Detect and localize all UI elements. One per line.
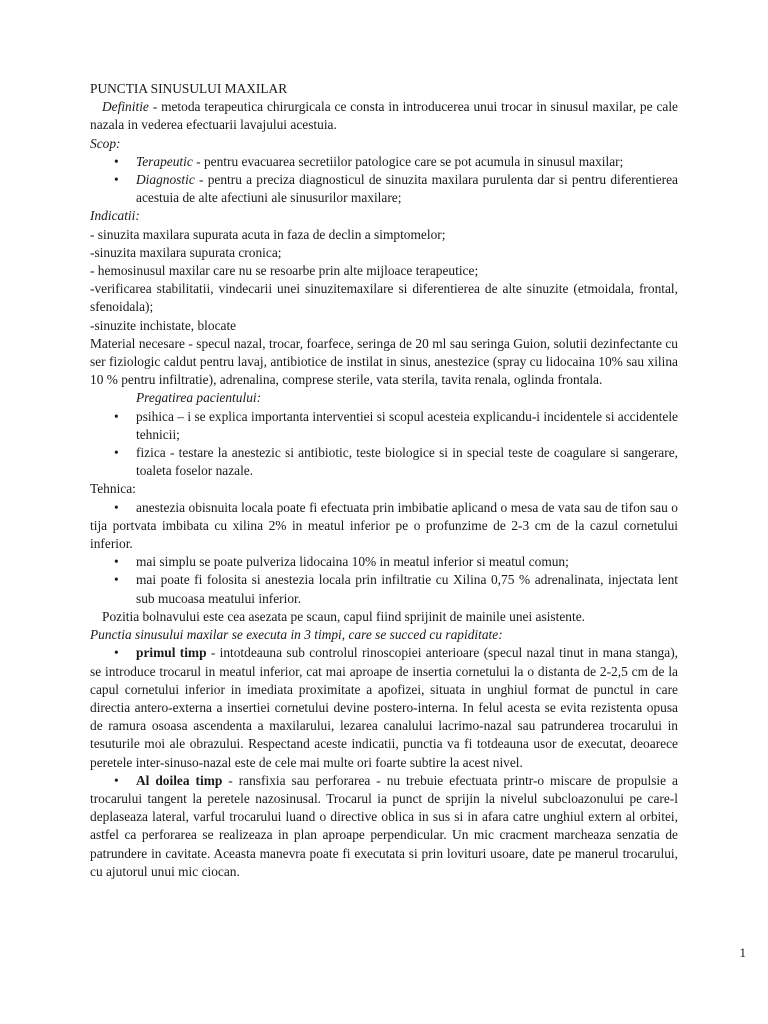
list-item: • primul timp - intotdeauna sub controlul rinoscopiei anterioare (specul nazal tinut in mana stanga), se introduce trocarul in meatul inferior, cat mai aproape de insertia cornetului la o distanta de 2-2,5 cm de la capul cornetului inferior in imediata proximitate a apofizei, situata in unghiul format de punctul in care directia antero-externa a insertiei cornetului devine postero-interna. In felul acesta se evita rezistenta opusa de ramura osoasa ascendenta a maxilarului, lezarea canalului lacrimo-nazal sau patrunderea trocarului in tesuturile moi ale obrazului. Respectand aceste indicatii, punctia va fi totdeauna usor de executat, deoarece peretele inter-sinuso-nazal este de cele mai multe ori foarte subtire la acest nivel. bbox=[90, 645, 679, 770]
page-number: 1 bbox=[739, 945, 746, 960]
definition-label: Definitie bbox=[102, 99, 149, 115]
scope-item-text: - pentru a preciza diagnosticul de sinuzita maxilara purulenta dar si pentru diferentierea acestuia de alte afectiuni ale sinusurilor maxilare; bbox=[136, 172, 678, 206]
indication-line: - sinuzita maxilara supurata acuta in faza de declin a simptomelor; bbox=[90, 226, 446, 242]
steps-list bbox=[90, 644, 678, 881]
scope-heading: Scop: bbox=[90, 135, 121, 151]
list-item: • Al doilea timp - ransfixia sau perforarea - nu trebuie efectuata printr-o miscare de propulsie a trocarului tangent la peretele nazosinusal. Trocarul ia punct de sprijin la nivelul subcloazonului pe care-l deplaseaza lateral, varful trocarului luand o directive oblica in sus si in afara catre unghiul extern al orbitei, astfel ca perforarea se realizeaza in plan aproape perpendicular. Un mic cracment marcheaza senzatia de patrundere in cavitate. Aceasta manevra poate fi executata si prin lovituri usoare, date pe manerul trocarului, cu ajutorul unui mic ciocan. bbox=[90, 772, 678, 879]
technique-item-text: mai simplu se poate pulveriza lidocaina 10% in meatul inferior si meatul comun; bbox=[136, 554, 569, 570]
definition-paragraph bbox=[90, 98, 678, 134]
step-text: - intotdeauna sub controlul rinoscopiei anterioare (specul nazal tinut in mana stanga), se introduce trocarul in meatul inferior, cat mai aproape de insertia cornetului la o distanta de 2-2,5 cm de la capul cornetului inferior in imediata proximitate a apofizei, situata in unghiul format de punctul in care directia antero-externa a insertiei cornetului devine postero-interna. In felul acesta se evita rezistenta opusa de ramura osoasa ascendenta a maxilarului, lezarea canalului lacrimo-nazal sau patrunderea trocarului in tesuturile moi ale obrazului. Respectand aceste indicatii, punctia va fi totdeauna usor de executat, deoarece peretele inter-sinuso-nazal este de cele mai multe ori foarte subtire la acest nivel. bbox=[90, 645, 679, 770]
list-item bbox=[90, 408, 678, 444]
indication-line: -sinuzita maxilara supurata cronica; bbox=[90, 244, 282, 260]
list-item bbox=[90, 444, 678, 480]
scope-item-text: - pentru evacuarea secretiilor patologice care se pot acumula in sinusul maxilar; bbox=[192, 153, 624, 169]
bullet-icon: • bbox=[114, 408, 119, 424]
preparation-heading: Pregatirea pacientului: bbox=[136, 390, 262, 406]
steps-intro: Punctia sinusului maxilar se executa in 3 timpi, care se succed cu rapiditate: bbox=[90, 627, 503, 643]
step-label: Al doilea timp bbox=[136, 772, 223, 788]
technique-heading: Tehnica: bbox=[90, 481, 136, 497]
bullet-icon: • bbox=[114, 153, 119, 169]
scope-item-label: Diagnostic bbox=[136, 172, 195, 188]
definition-text: - metoda terapeutica chirurgicala ce consta in introducerea unui trocar in sinusul maxilar, pe cale nazala in vederea efectuarii lavajului acestuia. bbox=[90, 99, 678, 133]
step-text: - ransfixia sau perforarea - nu trebuie efectuata printr-o miscare de propulsie a trocarului tangent la peretele nazosinusal. Trocarul ia punct de sprijin la nivelul subcloazonului pe care-l deplaseaza lateral, varful trocarului luand o directive oblica in sus si in afara catre unghiul extern al orbitei, astfel ca perforarea se realizeaza in plan aproape perpendicular. Un mic cracment marcheaza senzatia de patrundere in cavitate. Aceasta manevra poate fi executata si prin lovituri usoare, date pe manerul trocarului, cu ajutorul unui mic ciocan. bbox=[90, 772, 678, 879]
bullet-icon: • bbox=[114, 572, 119, 588]
technique-list bbox=[90, 499, 678, 608]
step-label: primul timp bbox=[136, 645, 207, 661]
position-paragraph: Pozitia bolnavului este cea asezata pe scaun, capul fiind sprijinit de mainile unei asistente. bbox=[102, 608, 586, 624]
list-item bbox=[90, 153, 678, 171]
preparation-item-text: psihica – i se explica importanta interventiei si scopul acesteia explicandu-i incidentele si accidentele tehnicii; bbox=[136, 408, 678, 442]
list-item bbox=[90, 171, 678, 207]
bullet-icon: • bbox=[114, 554, 119, 570]
bullet-icon: • bbox=[114, 445, 119, 461]
list-item: • anestezia obisnuita locala poate fi efectuata prin imbibatie aplicand o mesa de vata sau de tifon sau o tija portvata imbibata cu xilina 2% in meatul inferior pe o profunzime de 2-3 cm de la cazul cornetului inferior. bbox=[90, 499, 678, 552]
indication-line: - hemosinusul maxilar care nu se resoarbe prin alte mijloace terapeutice; bbox=[90, 263, 479, 279]
document-page bbox=[90, 80, 678, 881]
scope-item-label: Terapeutic bbox=[136, 153, 193, 169]
scope-list bbox=[90, 153, 678, 208]
indications-heading: Indicatii: bbox=[90, 208, 140, 224]
preparation-list bbox=[90, 408, 678, 481]
document-title: PUNCTIA SINUSULUI MAXILAR bbox=[90, 81, 288, 96]
indication-line: -verificarea stabilitatii, vindecarii unei sinuzitemaxilare si diferentierea de alte sinuzite (etmoidala, frontal, sfenoidala); bbox=[90, 281, 678, 315]
technique-item-text: mai poate fi folosita si anestezia locala prin infiltratie cu Xilina 0,75 % adrenalinata, injectata lent sub mucoasa meatului inferior. bbox=[136, 572, 678, 606]
indication-line: -sinuzite inchistate, blocate bbox=[90, 317, 237, 333]
list-item bbox=[90, 571, 678, 607]
technique-item-text: anestezia obisnuita locala poate fi efectuata prin imbibatie aplicand o mesa de vata sau de tifon sau o tija portvata imbibata cu xilina 2% in meatul inferior pe o profunzime de 2-3 cm de la cazul cornetului inferior. bbox=[90, 499, 678, 552]
materials-paragraph: Material necesare - specul nazal, trocar, foarfece, seringa de 20 ml sau seringa Guion, solutii dezinfectante cu ser fiziologic caldut pentru lavaj, antibiotice de instilat in sinus, anestezice (spray cu lidocaina 10% sau xilina 10 % pentru infiltratie), adrenalina, comprese sterile, vata sterila, tavita renala, oglinda frontala. bbox=[90, 335, 678, 388]
preparation-item-text: fizica - testare la anestezic si antibiotic, teste biologice si in special teste de coagulare si sangerare, toaleta foselor nazale. bbox=[136, 445, 678, 479]
list-item bbox=[90, 553, 678, 571]
bullet-icon: • bbox=[114, 172, 119, 188]
